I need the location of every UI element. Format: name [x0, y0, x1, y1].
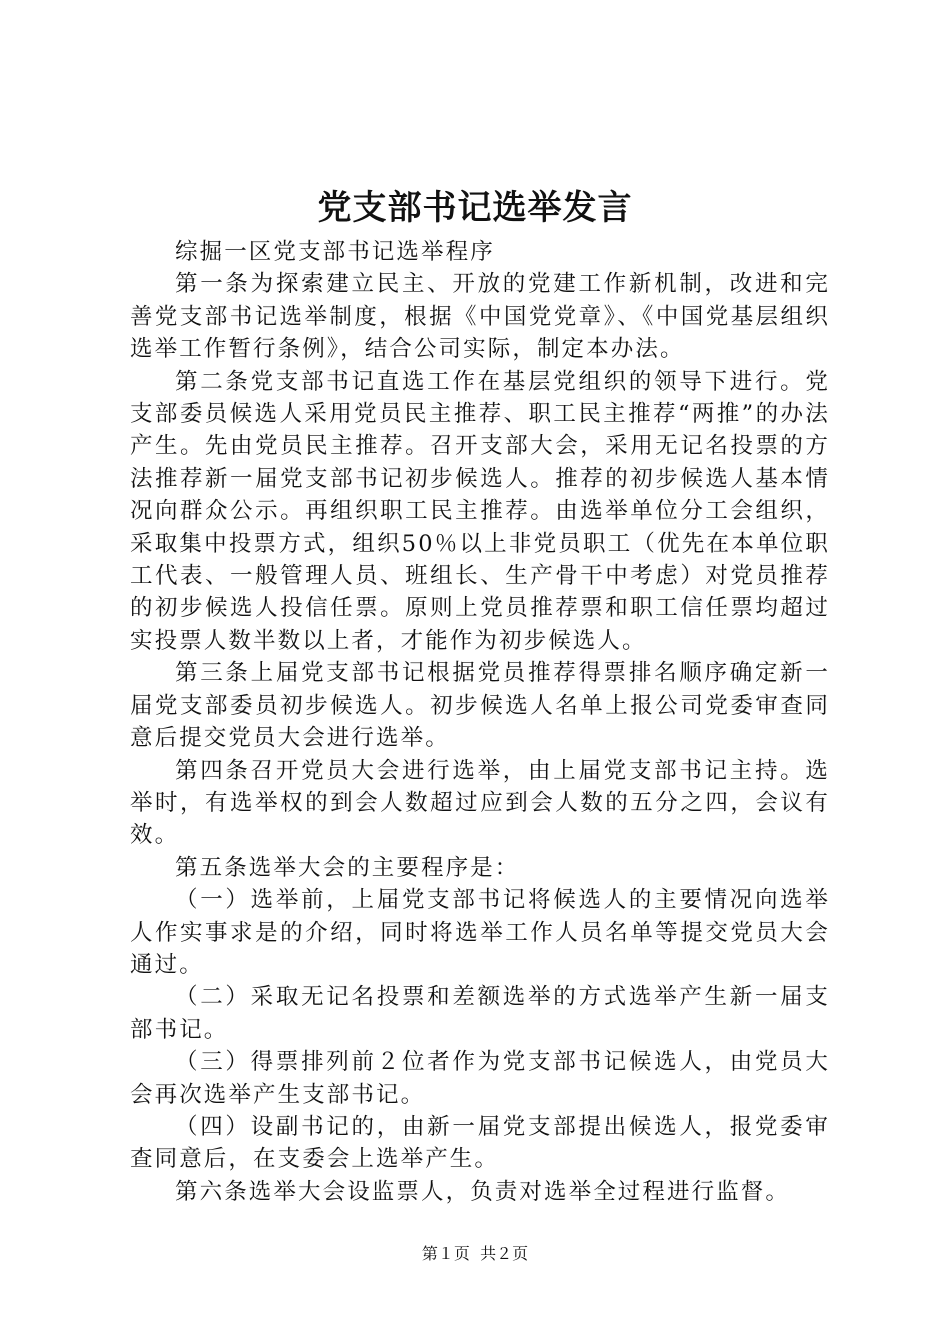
- paragraph-article-4: 第四条召开党员大会进行选举，由上届党支部书记主持。选举时，有选举权的到会人数超过应到会人数的五分之四，会议有效。: [130, 757, 830, 849]
- paragraph-article-3: 第三条上届党支部书记根据党员推荐得票排名顺序确定新一届党支部委员初步候选人。初步候选人名单上报公司党委审查同意后提交党员大会进行选举。: [130, 660, 830, 752]
- page-footer: [0, 1243, 950, 1265]
- document-title: 党支部书记选举发言: [317, 188, 633, 228]
- document-body: [130, 236, 830, 1208]
- page-number-label: 第１页 共２页: [421, 1244, 529, 1263]
- paragraph-heading: 综掘一区党支部书记选举程序: [175, 239, 495, 265]
- paragraph-item-3: （三）得票排列前２位者作为党支部书记候选人，由党员大会再次选举产生支部书记。: [130, 1049, 830, 1108]
- paragraph-item-1: （一）选举前，上届党支部书记将候选人的主要情况向选举人作实事求是的介绍，同时将选举工作人员名单等提交党员大会通过。: [130, 887, 830, 978]
- paragraph-article-2: 第二条党支部书记直选工作在基层党组织的领导下进行。党支部委员候选人采用党员民主推荐、职工民主推荐“两推”的办法产生。先由党员民主推荐。召开支部大会，采用无记名投票的方法推荐新一届党支部书记初步候选人。推荐的初步候选人基本情况向群众公示。再组织职工民主推荐。由选举单位分工会组织，采取集中投票方式，组织50％以上非党员职工（优先在本单位职工代表、一般管理人员、班组长、生产骨干中考虑）对党员推荐的初步候选人投信任票。原则上党员推荐票和职工信任票均超过实投票人数半数以上者，才能作为初步候选人。: [130, 368, 830, 654]
- paragraph-item-2: （二）采取无记名投票和差额选举的方式选举产生新一届支部书记。: [130, 984, 830, 1043]
- paragraph-article-1: 第一条为探索建立民主、开放的党建工作新机制，改进和完善党支部书记选举制度，根据《中国党党章》、《中国党基层组织选举工作暂行条例》，结合公司实际，制定本办法。: [130, 271, 830, 363]
- paragraph-article-5: 第五条选举大会的主要程序是：: [175, 854, 520, 881]
- paragraph-article-6: 第六条选举大会设监票人，负责对选举全过程进行监督。: [175, 1178, 791, 1205]
- paragraph-item-4: （四）设副书记的，由新一届党支部提出候选人，报党委审查同意后，在支委会上选举产生。: [130, 1113, 830, 1173]
